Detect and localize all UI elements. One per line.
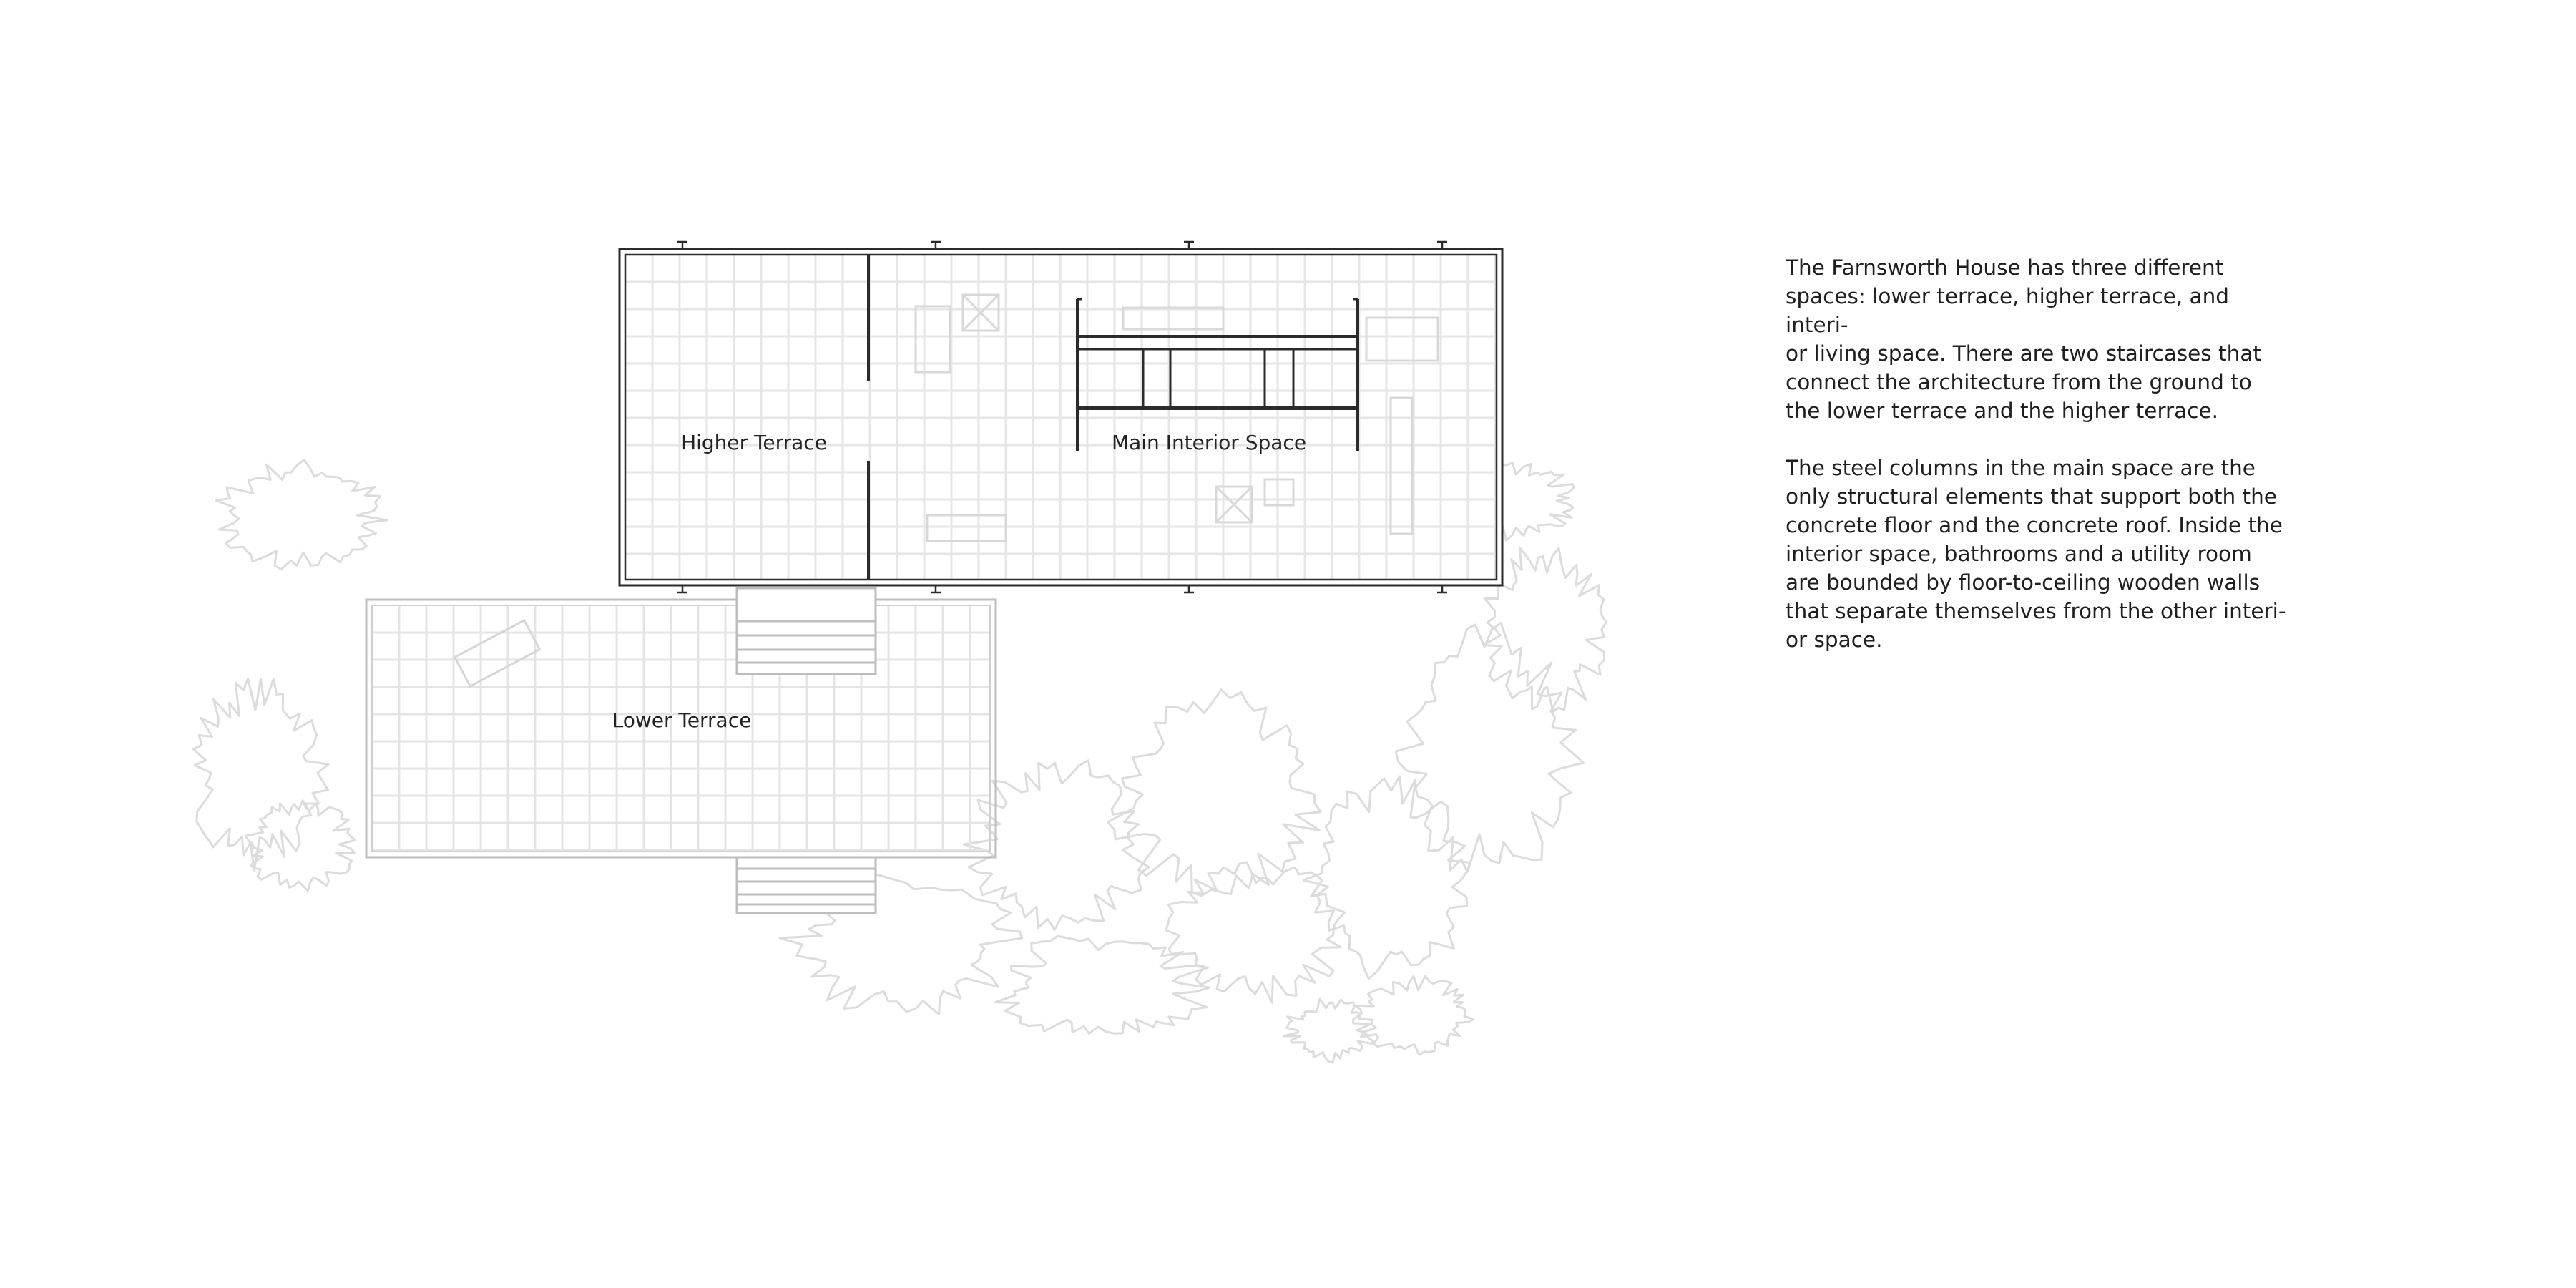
tree-outline <box>245 801 355 891</box>
main-house-slab <box>619 242 1502 592</box>
description-paragraph-2: The steel columns in the main space are the only structural elements that support both the concrete floor and the concrete roof. Inside the interior space, bathrooms and a utility room are bounded by floor-to-ceiling wooden walls that separate themselves from the other interi- or space. <box>1786 456 2286 652</box>
tree-outline <box>194 678 329 870</box>
tree-outline <box>1396 623 1584 872</box>
lower-staircase <box>737 857 876 913</box>
description-paragraph-1: The Farnsworth House has three different spaces: lower terrace, higher terrace, and interi- or living space. There are two staircases that connect the architecture from the ground to the lower terrace and the higher terrace. <box>1786 255 2261 423</box>
tree-outline <box>1108 690 1321 896</box>
label-main-interior-space: Main Interior Space <box>1111 431 1307 454</box>
tree-outline <box>996 936 1210 1033</box>
upper-staircase <box>737 588 876 674</box>
description-text <box>1786 253 2286 654</box>
tree-outline <box>216 460 387 570</box>
label-higher-terrace: Higher Terrace <box>681 431 827 454</box>
tree-outline <box>964 761 1149 930</box>
label-lower-terrace: Lower Terrace <box>612 708 752 732</box>
